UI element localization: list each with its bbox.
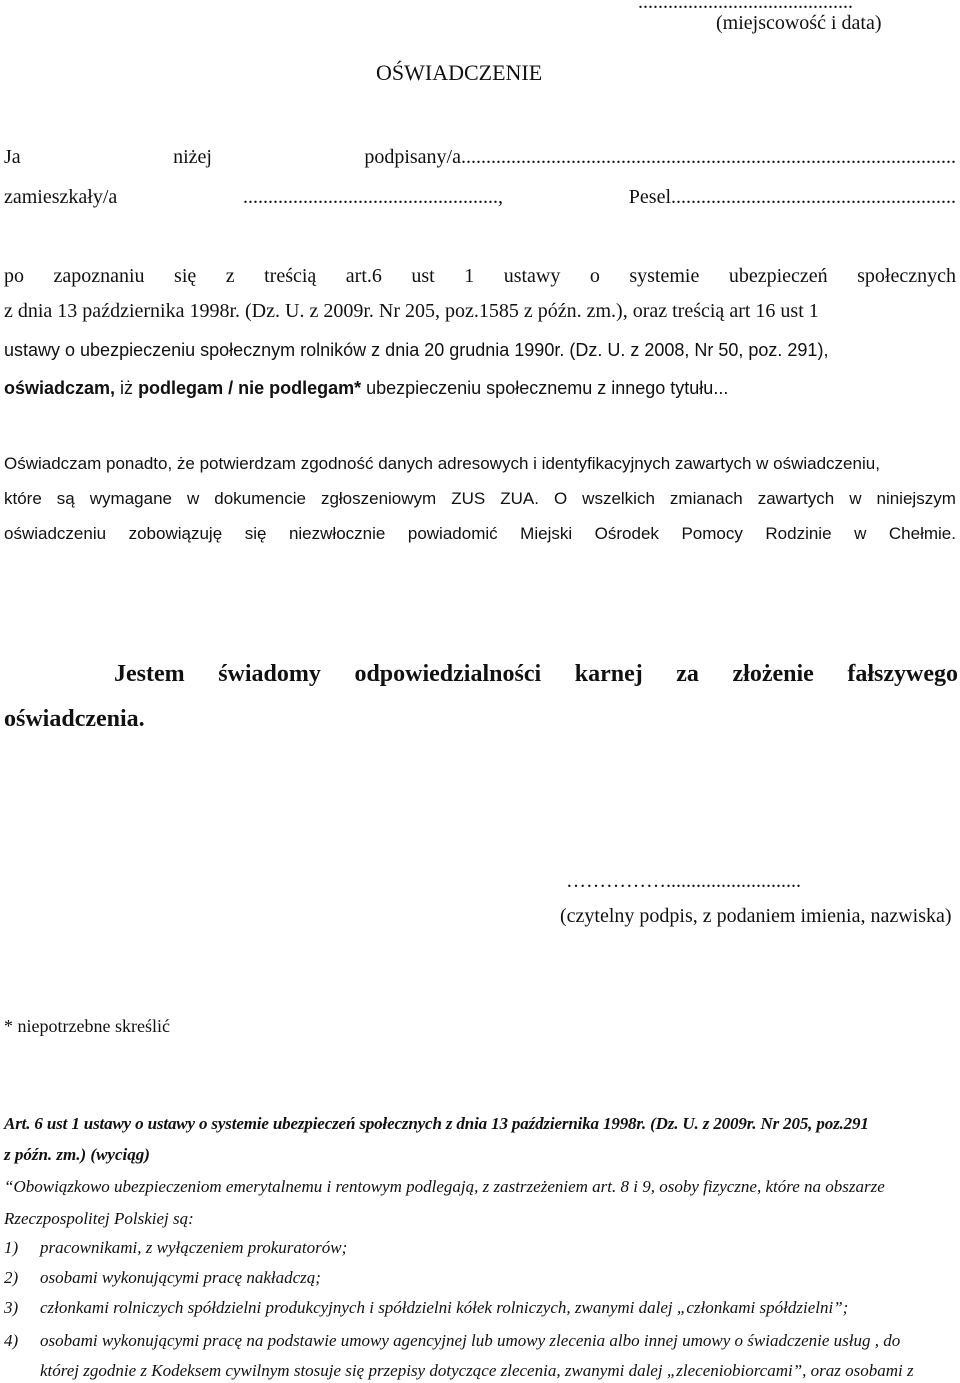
- confirmation-line-2: [4, 489, 956, 509]
- signature-caption: (czytelny podpis, z podaniem imienia, nazwiska): [560, 905, 952, 927]
- word: wymagane: [89, 489, 172, 508]
- date-dots: ...........................................: [638, 0, 853, 13]
- word: o: [589, 265, 600, 287]
- list-item-text: osobami wykonującymi pracę nakładczą;: [40, 1268, 321, 1287]
- word: 1: [464, 265, 475, 287]
- excerpt-intro-line-1: “Obowiązkowo ubezpieczeniom emerytalnemu i rentowym podlegają, z zastrzeżeniem art. 8 i 9, osoby fizyczne, które na obszarze: [4, 1177, 885, 1196]
- word: Pomocy: [681, 524, 743, 543]
- word: w: [186, 489, 200, 508]
- list-item-number: 1): [4, 1238, 19, 1257]
- excerpt-title-line-1: Art. 6 ust 1 ustawy o ustawy o systemie ubezpieczeń społecznych z dnia 13 października 1998r. (Dz. U. z 2009r. Nr 205, poz.291: [4, 1114, 869, 1133]
- word: karnej: [574, 661, 643, 687]
- word: Chełmie.: [888, 524, 956, 543]
- word: odpowiedzialności: [354, 661, 542, 687]
- identity-line-1: [4, 146, 956, 169]
- page-title: OŚWIADCZENIE: [376, 60, 543, 85]
- word: powiadomić: [407, 524, 498, 543]
- word: zgłoszeniowym: [320, 489, 437, 508]
- word: się: [174, 265, 197, 287]
- list-item-number: 4): [4, 1331, 19, 1350]
- word: ...................................................,: [243, 186, 504, 208]
- word: O: [553, 489, 568, 508]
- subject-option: podlegam / nie podlegam*: [138, 378, 362, 398]
- word: oświadczeniu: [4, 524, 107, 543]
- word: są: [56, 489, 75, 508]
- word: fałszywego: [847, 661, 958, 687]
- word: niniejszym: [876, 489, 956, 508]
- statement-line-2: z dnia 13 października 1998r. (Dz. U. z 2009r. Nr 205, poz.1585 z późn. zm.), oraz treścią art 16 ust 1: [4, 300, 819, 322]
- signature-dots: ……………...........................: [566, 870, 801, 892]
- declare-conj: iż: [115, 378, 139, 398]
- word: społecznych: [857, 265, 956, 287]
- word: zobowiązuję: [128, 524, 223, 543]
- statement-line-4: [4, 378, 728, 399]
- list-item: [4, 1238, 347, 1258]
- word: systemie: [629, 265, 700, 287]
- word: zmianach: [669, 489, 743, 508]
- word: zamieszkały/a: [4, 186, 118, 208]
- word: Rodzinie: [765, 524, 832, 543]
- confirmation-line-1: Oświadczam ponadto, że potwierdzam zgodność danych adresowych i identyfikacyjnych zawartych w oświadczeniu,: [4, 454, 880, 473]
- word: niezwłocznie: [288, 524, 386, 543]
- word: ZUA.: [500, 489, 539, 508]
- word: złożenie: [732, 661, 814, 687]
- word: zawartych: [757, 489, 835, 508]
- list-item: [4, 1331, 900, 1351]
- list-item: [4, 1268, 321, 1288]
- word: art.6: [345, 265, 382, 287]
- footnote: * niepotrzebne skreślić: [4, 1016, 170, 1036]
- list-item-number: 3): [4, 1298, 19, 1317]
- word: Pesel.........................................................: [628, 186, 956, 208]
- word: w: [854, 524, 867, 543]
- word: ZUS: [451, 489, 486, 508]
- list-item: [4, 1298, 848, 1318]
- word: w: [849, 489, 862, 508]
- declare-label: oświadczam,: [4, 378, 116, 398]
- word: podpisany/a...................................................................................................: [364, 146, 956, 168]
- list-item-text: członkami rolniczych spółdzielni produkcyjnych i spółdzielni kółek rolniczych, zwanymi dalej „członkami spółdzielni”;: [40, 1298, 849, 1317]
- awareness-line-2: oświadczenia.: [4, 706, 145, 732]
- word: wszelkich: [582, 489, 655, 508]
- declare-rest: ubezpieczeniu społecznemu z innego tytułu...: [361, 378, 729, 398]
- word: Ośrodek: [594, 524, 659, 543]
- list-item-continuation: której zgodnie z Kodeksem cywilnym stosuje się przepisy dotyczące zlecenia, zwanymi dalej „zleceniobiorcami”, oraz osobami z: [40, 1361, 914, 1380]
- list-item-number: 2): [4, 1268, 19, 1287]
- identity-line-2: [4, 186, 956, 209]
- statement-line-1: [4, 265, 956, 288]
- word: zapoznaniu: [53, 265, 145, 287]
- word: niżej: [173, 146, 212, 168]
- word: Miejski: [520, 524, 573, 543]
- excerpt-title-line-2: z późn. zm.) (wyciąg): [4, 1145, 150, 1164]
- word: się: [244, 524, 267, 543]
- word: ust: [411, 265, 435, 287]
- awareness-line-1: [114, 661, 958, 688]
- list-item-text: pracownikami, z wyłączeniem prokuratorów;: [40, 1238, 348, 1257]
- statement-line-3: ustawy o ubezpieczeniu społecznym rolników z dnia 20 grudnia 1990r. (Dz. U. z 2008, Nr 50, poz. 291),: [4, 340, 829, 360]
- word: ustawy: [503, 265, 561, 287]
- excerpt-intro-line-2: Rzeczpospolitej Polskiej są:: [4, 1209, 194, 1228]
- word: treścią: [264, 265, 317, 287]
- word: z: [225, 265, 235, 287]
- word: za: [676, 661, 699, 687]
- word: Jestem: [114, 661, 185, 687]
- confirmation-line-3: [4, 524, 956, 544]
- list-item-text: osobami wykonującymi pracę na podstawie umowy agencyjnej lub umowy zlecenia albo innej umowy o świadczenie usług , do: [40, 1331, 901, 1350]
- word: świadomy: [218, 661, 321, 687]
- word: ubezpieczeń: [728, 265, 828, 287]
- place-date-caption: (miejscowość i data): [716, 12, 882, 34]
- word: dokumencie: [214, 489, 306, 508]
- word: po: [4, 265, 24, 287]
- word: które: [4, 489, 42, 508]
- word: Ja: [4, 146, 21, 168]
